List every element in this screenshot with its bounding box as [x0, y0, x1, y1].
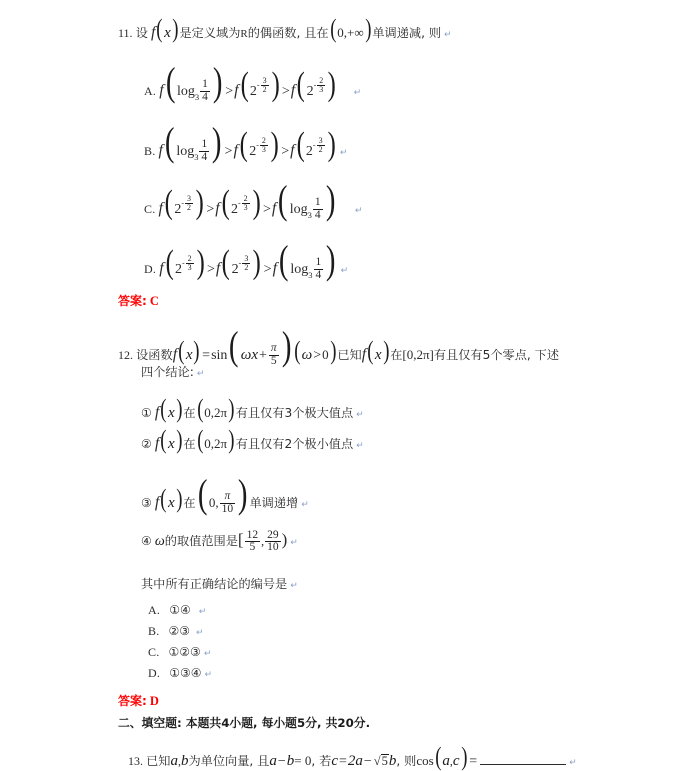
paren-open: (	[221, 244, 231, 281]
option-c-value: ①②③	[168, 645, 201, 659]
conclusion-2-mark: ②	[141, 437, 152, 451]
exponent-neg-two-thirds: - $\frac{2}{3}$	[238, 193, 248, 212]
square-root-symbol: √5	[373, 754, 388, 768]
question-12-option-c[interactable]	[148, 646, 211, 659]
option-b-value: ②③	[168, 624, 191, 638]
paren-open: (	[434, 742, 442, 771]
question-13-stem	[128, 744, 577, 770]
equals-sign: =	[469, 754, 478, 769]
comma-separator: ,	[261, 534, 265, 549]
relation-greater-1: >	[225, 84, 234, 99]
paren-close: )	[193, 336, 200, 365]
variable-x: x	[168, 495, 175, 511]
return-mark-icon: ↵	[339, 148, 348, 158]
fraction-one-fourth: $\frac{1}{4}$	[201, 138, 208, 164]
paren-close: )	[212, 119, 222, 164]
vector-c: c	[452, 753, 460, 769]
paren-open: (	[221, 184, 230, 221]
paren-close-cond: )	[329, 336, 337, 365]
return-mark-icon: ↵	[204, 670, 213, 680]
equals-sign: =	[338, 754, 347, 769]
function-symbol-f: f	[215, 200, 220, 217]
option-a-value: ①④	[169, 603, 191, 617]
sin-symbol: sin	[211, 348, 228, 363]
stem-zai-text: 在	[390, 348, 403, 362]
exponent-neg-three-halves: - $\frac{3}{2}$	[256, 75, 267, 94]
zero-value: 0	[322, 347, 329, 362]
log-base: 3	[194, 92, 200, 102]
return-mark-icon: ↵	[198, 607, 207, 617]
option-b-letter: B.	[148, 624, 160, 638]
relation-greater-1: >	[206, 202, 215, 217]
minus-sign: −	[363, 754, 372, 769]
paren-close-interval: )	[237, 471, 248, 516]
paren-close: )	[252, 184, 261, 221]
option-c-letter: C.	[144, 202, 156, 216]
question-12-conclusion-3	[141, 471, 309, 516]
base-two: 2	[231, 202, 238, 217]
paren-open: (	[164, 119, 175, 164]
paren-close: )	[252, 244, 262, 281]
option-a-letter: A.	[144, 84, 157, 98]
paren-open: (	[160, 394, 167, 423]
conclusion-3-mark: ③	[141, 496, 152, 510]
paren-close: )	[172, 14, 179, 43]
vector-b: b	[286, 753, 295, 769]
question-11-number: 11.	[118, 26, 133, 40]
interval-zero-two-pi: 0,2π	[204, 405, 228, 420]
set-R: R	[240, 28, 248, 40]
paren-close: )	[327, 66, 336, 103]
return-mark-icon: ↵	[290, 581, 298, 591]
paren-open: (	[160, 484, 167, 513]
paren-close: )	[175, 425, 183, 454]
return-mark-icon: ↵	[203, 649, 212, 659]
question-11-option-d[interactable]	[144, 237, 349, 282]
question-11-stem-text-2: 是定义域为	[179, 26, 241, 40]
paren-open-interval: (	[196, 425, 204, 454]
option-a-letter: A.	[148, 603, 161, 617]
exponent-neg-two-thirds: - $\frac{2}{3}$	[181, 253, 192, 272]
question-12-stem-lead: 设函数	[136, 348, 173, 362]
exponent-neg-two-thirds: - $\frac{2}{3}$	[256, 135, 266, 154]
question-11-stem-text-4: 单调递减, 则	[372, 26, 442, 40]
option-d-value: ①③④	[169, 666, 202, 680]
question-11-option-b[interactable]	[144, 119, 348, 164]
q13-mid-text-1: 为单位向量, 且	[188, 754, 270, 768]
base-two: 2	[249, 144, 257, 159]
cos-symbol: cos	[416, 753, 434, 768]
fraction-one-fourth: $\frac{1}{4}$	[202, 78, 208, 104]
option-c-letter: C.	[148, 645, 160, 659]
stem-tail-text: 有且仅有5个零点, 下述	[433, 348, 560, 362]
fraction-twentynine-tenths: $\frac{29}{10}$	[267, 528, 279, 554]
zai-text: 在	[183, 406, 196, 420]
omega-symbol: ω	[240, 347, 252, 363]
question-11-option-a[interactable]	[144, 59, 362, 104]
interval-left-bound: 0,	[208, 495, 219, 510]
function-symbol-f: f	[272, 260, 278, 277]
paren-close: )	[175, 484, 183, 513]
conclusion-4-prefix: 的取值范围是	[164, 534, 238, 549]
question-11-stem-text-1: 设	[135, 26, 148, 40]
function-symbol-f: f	[154, 494, 160, 511]
paren-open-interval: (	[197, 471, 208, 516]
function-symbol-f: f	[361, 346, 367, 363]
variable-x: x	[168, 436, 175, 452]
comma-separator: ,	[178, 754, 181, 768]
question-12-number: 12.	[118, 348, 133, 362]
question-12-option-a[interactable]	[148, 604, 206, 617]
minus-sign: −	[277, 754, 286, 769]
return-mark-icon: ↵	[340, 266, 349, 276]
zai-text: 在	[183, 496, 196, 510]
function-symbol-f: f	[151, 24, 156, 41]
function-symbol-f: f	[172, 346, 178, 363]
q13-mid-text-2: , 若	[311, 754, 332, 768]
paren-open: (	[367, 336, 374, 365]
conclusion-2-text: 有且仅有2个极小值点	[235, 437, 354, 451]
return-mark-icon: ↵	[354, 206, 363, 216]
question-12-conclusion-2	[141, 427, 364, 453]
function-symbol-f: f	[154, 435, 160, 452]
paren-open-cond: (	[294, 336, 301, 365]
function-symbol-f: f	[215, 260, 221, 277]
question-11-stem	[118, 16, 452, 42]
fraction-one-fourth: $\frac{1}{4}$	[315, 256, 322, 282]
function-symbol-f: f	[234, 82, 239, 99]
relation-greater-2: >	[281, 144, 290, 159]
paren-open: (	[240, 66, 249, 103]
conclusion-4-mark: ④	[141, 534, 152, 549]
variable-x: x	[374, 347, 382, 363]
question-12-stem	[118, 323, 560, 368]
paren-close: )	[327, 126, 336, 163]
relation-greater-2: >	[281, 84, 290, 99]
function-symbol-f: f	[159, 260, 164, 277]
base-two: 2	[174, 262, 182, 277]
paren-close: )	[270, 126, 279, 163]
bracket-close: )	[281, 530, 288, 550]
paren-close: )	[325, 177, 336, 222]
greater-sign: >	[313, 348, 322, 363]
paren-open: (	[296, 66, 305, 103]
paren-close: )	[460, 742, 468, 771]
log-base: 3	[308, 270, 313, 280]
question-11-option-c[interactable]	[144, 177, 363, 222]
log-base: 3	[194, 152, 199, 162]
zai-text: 在	[183, 437, 196, 451]
answer-label: 答案:	[118, 294, 147, 308]
function-symbol-f: f	[271, 200, 277, 217]
function-symbol-f: f	[290, 82, 296, 99]
answer-value: C	[149, 294, 159, 308]
return-mark-icon: ↵	[196, 369, 205, 379]
radicand-five: 5	[381, 754, 388, 768]
function-symbol-f: f	[158, 200, 163, 217]
paren-close-interval: )	[364, 14, 372, 43]
function-symbol-f: f	[159, 82, 164, 99]
paren-open: (	[165, 244, 174, 281]
variable-x: x	[168, 405, 175, 421]
paren-close: )	[382, 336, 389, 365]
paren-close: )	[212, 59, 223, 104]
fraction-one-fourth: $\frac{1}{4}$	[314, 196, 321, 222]
ask-text: 其中所有正确结论的编号是	[141, 577, 288, 591]
stem-known-text: 已知	[337, 348, 362, 362]
return-mark-icon: ↵	[569, 758, 577, 768]
paren-close: )	[326, 237, 336, 282]
paren-close: )	[195, 184, 204, 221]
function-symbol-f: f	[233, 142, 238, 159]
paren-open: (	[239, 126, 248, 163]
paren-open: (	[278, 237, 289, 282]
paren-open-sin: (	[229, 323, 239, 368]
q13-lead-text: 已知	[146, 754, 171, 768]
return-mark-icon: ↵	[356, 410, 364, 420]
relation-greater-1: >	[206, 262, 215, 277]
omega-symbol: ω	[154, 534, 165, 550]
question-12-option-b[interactable]	[148, 625, 204, 638]
paren-open: (	[178, 336, 185, 365]
exponent-neg-three-halves: - $\frac{3}{2}$	[181, 193, 191, 212]
interval-zero-infinity: 0,+∞	[337, 25, 364, 40]
base-two: 2	[231, 262, 239, 277]
return-mark-icon: ↵	[353, 88, 362, 98]
log-symbol: log	[289, 202, 308, 217]
paren-close: )	[175, 394, 183, 423]
paren-close: )	[196, 244, 205, 281]
option-d-letter: D.	[144, 262, 157, 276]
omega-symbol: ω	[301, 347, 313, 363]
question-11-stem-text-3: 的偶函数, 且在	[247, 26, 329, 40]
paren-open-interval: (	[196, 394, 204, 423]
question-11-answer	[118, 292, 159, 310]
log-symbol: log	[290, 262, 309, 277]
log-symbol: log	[176, 144, 195, 159]
paren-close-sin: )	[281, 323, 292, 368]
question-12-answer	[118, 692, 159, 710]
question-12-ask-line	[141, 578, 298, 591]
plus-sign: +	[259, 348, 267, 363]
log-base: 3	[307, 210, 312, 220]
paren-open: (	[278, 177, 288, 222]
vector-c: c	[331, 753, 338, 769]
section-2-heading: 二、填空题: 本题共4小题, 每小题5分, 共20分.	[118, 716, 371, 730]
exponent-neg-three-halves: - $\frac{3}{2}$	[312, 135, 323, 154]
fraction-pi-over-ten: $\frac{\pi}{10}$	[221, 490, 234, 516]
base-two: 2	[305, 144, 313, 159]
domain-interval: [0,2π]	[402, 347, 434, 362]
vector-a: a	[170, 753, 178, 769]
base-two: 2	[174, 202, 182, 217]
vector-b: b	[388, 753, 397, 769]
variable-x: x	[185, 347, 193, 363]
answer-blank-field[interactable]	[480, 754, 566, 765]
return-mark-icon: ↵	[444, 30, 452, 40]
base-two: 2	[306, 84, 314, 99]
q13-mid-text-3: , 则	[396, 754, 417, 768]
return-mark-icon: ↵	[356, 441, 364, 451]
question-12-four-conclusions-label	[141, 366, 204, 379]
conclusion-1-mark: ①	[141, 406, 152, 420]
paren-close-interval: )	[228, 425, 235, 454]
vector-a: a	[442, 753, 450, 769]
function-symbol-f: f	[290, 142, 295, 159]
variable-x: x	[251, 347, 258, 363]
question-12-conclusion-4	[141, 530, 298, 554]
return-mark-icon: ↵	[196, 628, 204, 638]
question-12-option-d[interactable]	[148, 667, 212, 680]
conclusion-3-text: 单调递增	[249, 496, 299, 510]
exponent-neg-three-halves: - $\frac{3}{2}$	[238, 253, 249, 272]
relation-greater-2: >	[263, 262, 272, 277]
question-12-conclusion-1	[141, 396, 364, 422]
option-b-letter: B.	[144, 144, 156, 158]
bracket-open: [	[237, 530, 244, 550]
return-mark-icon: ↵	[301, 500, 309, 510]
conclusion-1-text: 有且仅有3个极大值点	[235, 406, 354, 420]
option-d-letter: D.	[148, 666, 161, 680]
question-13-number: 13.	[128, 754, 143, 768]
fraction-pi-over-five: $\frac{\pi}{5}$	[270, 342, 277, 368]
equals-zero: = 0	[294, 753, 312, 768]
paren-close: )	[271, 66, 280, 103]
fraction-twelve-fifths: $\frac{12}{5}$	[246, 528, 259, 554]
relation-greater-1: >	[224, 144, 233, 159]
vector-b: b	[181, 753, 189, 769]
comma-separator: ,	[449, 754, 453, 768]
base-two: 2	[249, 84, 257, 99]
function-symbol-f: f	[158, 142, 163, 159]
paren-open: (	[165, 59, 176, 104]
variable-x: x	[164, 25, 171, 41]
log-symbol: log	[176, 84, 195, 99]
paren-open: (	[160, 425, 167, 454]
relation-greater-2: >	[263, 202, 271, 217]
paren-open: (	[164, 184, 173, 221]
answer-value: D	[149, 694, 159, 708]
return-mark-icon: ↵	[290, 538, 298, 549]
paren-open: (	[156, 14, 163, 43]
interval-zero-two-pi: 0,2π	[204, 436, 228, 451]
exponent-neg-two-thirds: - $\frac{2}{3}$	[313, 75, 324, 94]
four-conclusions-text: 四个结论:	[141, 365, 194, 379]
paren-open-interval: (	[329, 14, 337, 43]
vector-a: a	[269, 753, 277, 769]
function-symbol-f: f	[154, 404, 160, 421]
equals-sign: =	[202, 348, 211, 363]
paren-close-interval: )	[228, 394, 235, 423]
paren-open: (	[296, 126, 305, 163]
answer-label: 答案:	[118, 694, 147, 708]
two-a-term: 2a	[347, 753, 363, 769]
